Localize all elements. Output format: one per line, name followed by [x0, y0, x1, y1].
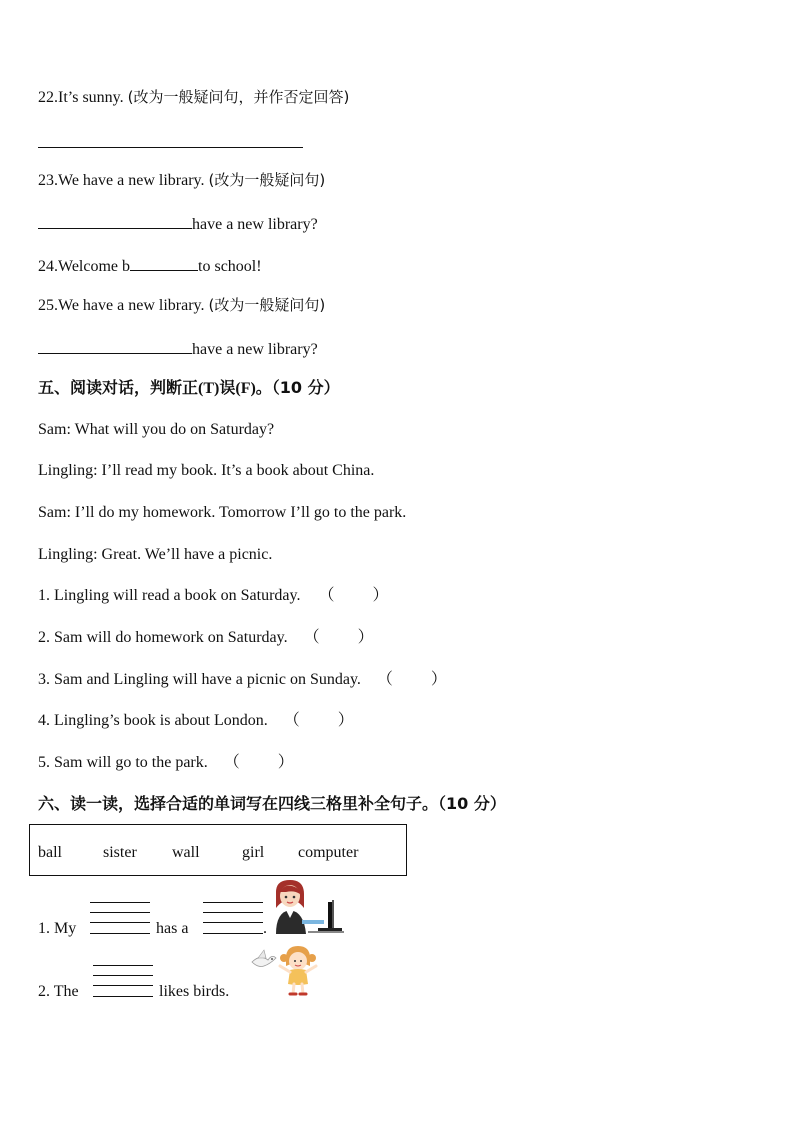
- question-number: 24.: [38, 258, 58, 275]
- paren-close: ）: [430, 671, 447, 688]
- answer-suffix: have a new library?: [192, 341, 318, 358]
- question-25: [38, 295, 325, 316]
- paren-open: （: [318, 587, 335, 604]
- answer-paren[interactable]: [304, 628, 374, 648]
- question-text: We have a new library.: [58, 297, 209, 314]
- question-text-after: to school!: [198, 258, 262, 275]
- sentence-2-end: likes birds.: [159, 983, 230, 1000]
- answer-line[interactable]: [38, 147, 303, 148]
- heading-part: (F): [235, 380, 256, 397]
- statement-4: [38, 711, 354, 731]
- statement-2: [38, 628, 374, 648]
- paren-open: （: [223, 754, 240, 771]
- question-24: [38, 254, 262, 277]
- sentence-text: 1. My: [38, 920, 77, 937]
- sentence-1-middle: has a: [156, 920, 189, 937]
- answer-suffix: have a new library?: [192, 216, 318, 233]
- heading-part: 误: [219, 378, 236, 397]
- statement-text: 5. Sam will go to the park.: [38, 754, 208, 771]
- word-bank: [29, 824, 407, 876]
- section-6-heading: 六、读一读，选择合适的单词写在四线三格里补全句子。（10 分）: [38, 794, 506, 813]
- statement-text: 1. Lingling will read a book on Saturday.: [38, 587, 301, 604]
- word-option: wall: [172, 844, 200, 861]
- four-line-grid[interactable]: [90, 902, 150, 934]
- word-option: sister: [103, 844, 137, 861]
- paren-close: ）: [277, 754, 294, 771]
- section-5-heading: [38, 378, 340, 399]
- sentence-1-end: .: [263, 920, 267, 937]
- dialogue-line: Sam: What will you do on Saturday?: [38, 421, 275, 438]
- paren-close: ）: [372, 587, 389, 604]
- answer-blank[interactable]: [38, 337, 192, 354]
- answer-paren[interactable]: [318, 586, 388, 606]
- question-22: [38, 87, 349, 108]
- question-instruction: (改为一般疑问句): [208, 296, 326, 314]
- girl-with-bird-icon: [250, 946, 324, 998]
- paren-close: ）: [337, 712, 354, 729]
- girl-at-computer-icon: [268, 878, 344, 936]
- four-line-grid[interactable]: [203, 902, 263, 934]
- statement-text: 4. Lingling’s book is about London.: [38, 712, 268, 729]
- statement-text: 2. Sam will do homework on Saturday.: [38, 629, 288, 646]
- heading-part: 五、阅读对话，判断正: [38, 378, 199, 397]
- answer-paren[interactable]: [224, 753, 294, 773]
- statement-1: [38, 586, 389, 606]
- paren-close: ）: [357, 629, 374, 646]
- question-number: 23.: [38, 172, 58, 189]
- question-instruction: (改为一般疑问句): [208, 171, 326, 189]
- answer-23: [38, 212, 318, 235]
- dialogue-line: Lingling: I’ll read my book. It’s a book about China.: [38, 462, 375, 479]
- question-text: We have a new library.: [58, 172, 209, 189]
- question-text: It’s sunny.: [58, 89, 128, 106]
- paren-open: （: [303, 629, 320, 646]
- sentence-1: [38, 919, 76, 939]
- answer-paren[interactable]: [377, 670, 447, 690]
- word-option: computer: [298, 844, 359, 861]
- dialogue-line: Lingling: Great. We’ll have a picnic.: [38, 546, 273, 563]
- sentence-text: 2. The: [38, 983, 79, 1000]
- statement-3: [38, 670, 447, 690]
- heading-part: (T): [198, 380, 220, 397]
- question-number: 22.: [38, 89, 58, 106]
- question-instruction: (改为一般疑问句，并作否定回答): [127, 88, 350, 106]
- heading-part: 。（10 分）: [255, 378, 340, 397]
- answer-25: [38, 337, 318, 360]
- word-option: girl: [242, 844, 265, 861]
- paren-open: （: [376, 671, 393, 688]
- question-text-before: Welcome b: [58, 258, 131, 275]
- statement-text: 3. Sam and Lingling will have a picnic on Sunday.: [38, 671, 361, 688]
- word-option: ball: [38, 844, 62, 861]
- dialogue-line: Sam: I’ll do my homework. Tomorrow I’ll go to the park.: [38, 504, 407, 521]
- answer-blank[interactable]: [38, 212, 192, 229]
- question-23: [38, 170, 325, 191]
- answer-blank[interactable]: [130, 254, 198, 271]
- sentence-2: [38, 982, 79, 1002]
- answer-paren[interactable]: [284, 711, 354, 731]
- paren-open: （: [283, 712, 300, 729]
- question-number: 25.: [38, 297, 58, 314]
- statement-5: [38, 753, 294, 773]
- four-line-grid[interactable]: [93, 965, 153, 997]
